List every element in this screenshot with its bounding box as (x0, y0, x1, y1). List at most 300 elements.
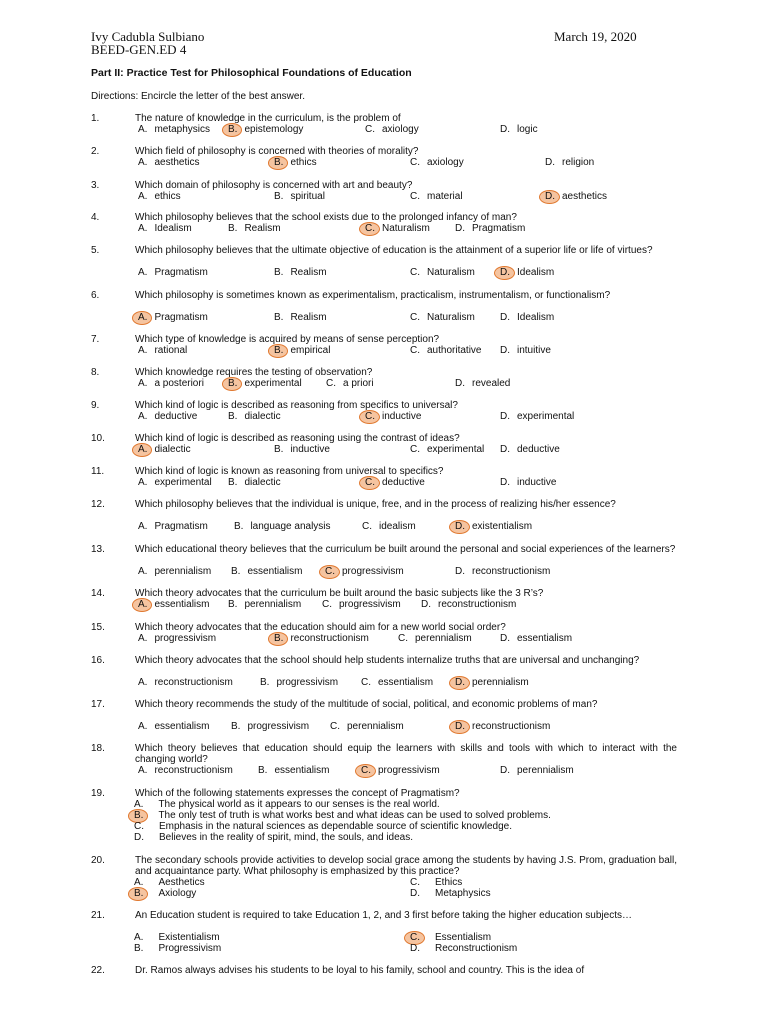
option-text: inductive (382, 411, 422, 422)
option-text: reconstructionism (154, 677, 233, 688)
answer-option[interactable] (135, 765, 233, 776)
option-text: ethics (154, 191, 181, 202)
option-letter-text: D. (545, 157, 555, 168)
option-letter[interactable] (225, 223, 240, 234)
option-letter[interactable] (452, 378, 468, 389)
answer-option[interactable] (135, 312, 208, 323)
option-letter-text: A. (138, 765, 148, 776)
option-letter-text: C. (326, 378, 336, 389)
option-text: empirical (290, 345, 331, 356)
option-letter[interactable] (452, 223, 468, 234)
option-letter[interactable] (407, 345, 423, 356)
question-item (91, 855, 677, 900)
option-text: spiritual (290, 191, 325, 202)
option-text: Reconstructionism (435, 943, 518, 954)
option-letter[interactable] (135, 521, 150, 532)
answer-option[interactable] (135, 599, 209, 610)
option-letter[interactable] (135, 191, 150, 202)
answer-option[interactable] (225, 477, 281, 488)
option-text: axiology (382, 124, 419, 135)
option-text: aesthetics (562, 191, 608, 202)
option-letter-text: C. (365, 477, 375, 488)
answer-option[interactable] (497, 345, 551, 356)
answer-option[interactable] (135, 444, 191, 455)
option-text: deductive (382, 477, 425, 488)
option-text: Aesthetics (158, 877, 205, 888)
option-letter[interactable] (135, 345, 150, 356)
answer-option[interactable] (362, 477, 425, 488)
answer-option[interactable] (497, 444, 560, 455)
option-letter[interactable] (135, 677, 150, 688)
option-letter[interactable] (418, 599, 434, 610)
question-number: 14. (91, 588, 105, 599)
option-letter-text: D. (500, 124, 510, 135)
option-letter[interactable] (228, 566, 243, 577)
option-text: perennialism (154, 566, 212, 577)
option-letter-text: A. (138, 411, 148, 422)
answer-option[interactable] (497, 124, 538, 135)
option-letter[interactable] (135, 721, 150, 732)
answer-option[interactable] (135, 721, 209, 732)
option-letter[interactable] (135, 633, 150, 644)
option-letter-text: C. (410, 157, 420, 168)
answer-option[interactable] (225, 599, 301, 610)
option-letter[interactable] (225, 477, 240, 488)
answer-option[interactable] (131, 932, 220, 943)
option-letter-text: A. (138, 477, 148, 488)
option-text: language analysis (250, 521, 331, 532)
option-text: intuitive (517, 345, 551, 356)
answer-option[interactable] (407, 877, 462, 888)
selected-answer-letter[interactable] (135, 444, 150, 455)
option-text: reconstructionism (472, 566, 551, 577)
option-text: essentialism (154, 721, 210, 732)
selected-answer-letter[interactable] (452, 521, 468, 532)
option-letter[interactable] (135, 765, 150, 776)
question-text: Which philosophy believes that the individual is unique, free, and in the process of realizing his/her essence? (135, 499, 616, 510)
option-letter-text: B. (274, 157, 284, 168)
answer-option[interactable] (135, 345, 187, 356)
option-text: experimental (154, 477, 212, 488)
answer-option[interactable] (358, 677, 433, 688)
option-letter[interactable] (452, 566, 468, 577)
selected-answer-letter[interactable] (362, 411, 378, 422)
option-letter-text: C. (330, 721, 340, 732)
question-number: 20. (91, 855, 105, 866)
option-text: experimental (517, 411, 575, 422)
option-letter-text: B. (134, 943, 144, 954)
option-text: authoritative (427, 345, 482, 356)
answer-option[interactable] (497, 765, 574, 776)
answer-option[interactable] (225, 411, 281, 422)
selected-answer-letter[interactable] (131, 810, 146, 821)
selected-answer-letter[interactable] (135, 599, 150, 610)
option-letter-text: B. (228, 411, 238, 422)
option-text: logic (517, 124, 538, 135)
selected-answer-letter[interactable] (358, 765, 374, 776)
option-text: ethics (290, 157, 317, 168)
question-text: The secondary schools provide activities to develop social grace among the students by having J.S. Prom, graduation ball, and acquaintance party. What philosophy is emphasized by this practice? (135, 855, 677, 877)
option-letter-text: C. (410, 877, 420, 888)
option-text: progressivism (276, 677, 339, 688)
option-letter[interactable] (255, 765, 270, 776)
answer-option[interactable] (271, 444, 330, 455)
answer-option[interactable] (407, 191, 463, 202)
option-text: aesthetics (154, 157, 200, 168)
answer-option[interactable] (395, 633, 472, 644)
answer-option[interactable] (135, 633, 216, 644)
answer-option[interactable] (497, 312, 554, 323)
question-item (91, 699, 677, 744)
selected-answer-letter[interactable] (542, 191, 558, 202)
answer-option[interactable] (271, 267, 327, 278)
answer-option[interactable] (407, 943, 517, 954)
option-letter-text: D. (455, 378, 465, 389)
option-letter-text: D. (455, 223, 465, 234)
question-text: Which philosophy believes that the ultimate objective of education is the attainment of a superior life or life of virtues? (135, 245, 653, 256)
answer-option[interactable] (131, 877, 205, 888)
question-number: 1. (91, 113, 100, 124)
question-number: 9. (91, 400, 100, 411)
option-letter[interactable] (323, 378, 339, 389)
answer-option[interactable] (418, 599, 516, 610)
answer-option[interactable] (327, 721, 404, 732)
answer-option[interactable] (319, 599, 401, 610)
option-letter[interactable] (497, 312, 513, 323)
option-letter-text: A. (138, 633, 148, 644)
option-letter[interactable] (407, 888, 423, 899)
option-letter[interactable] (135, 566, 150, 577)
option-letter[interactable] (225, 599, 240, 610)
option-letter[interactable] (131, 932, 146, 943)
question-text: Which theory believes that education should equip the learners with skills and tools with which to interact with the changing world? (135, 743, 677, 765)
option-letter-text: A. (138, 521, 148, 532)
selected-answer-letter[interactable] (271, 633, 286, 644)
option-text: essentialism (378, 677, 434, 688)
answer-option[interactable] (542, 157, 594, 168)
selected-answer-letter[interactable] (135, 312, 150, 323)
option-text: Pragmatism (472, 223, 526, 234)
selected-answer-letter[interactable] (407, 932, 423, 943)
option-text: deductive (154, 411, 198, 422)
option-text: progressivism (339, 599, 401, 610)
answer-option[interactable] (452, 223, 525, 234)
answer-option[interactable] (407, 312, 475, 323)
selected-answer-letter[interactable] (497, 267, 513, 278)
answer-option[interactable] (407, 267, 475, 278)
option-text: revealed (472, 378, 511, 389)
option-text: progressivism (378, 765, 440, 776)
option-letter[interactable] (497, 444, 513, 455)
answer-option[interactable] (452, 521, 532, 532)
option-text: Believes in the reality of spirit, mind, the souls, and ideas. (159, 832, 414, 843)
option-text: dialectic (244, 411, 281, 422)
answer-option[interactable] (497, 477, 556, 488)
option-text: epistemology (244, 124, 304, 135)
option-text: Idealism (517, 267, 555, 278)
option-text: existentialism (472, 521, 533, 532)
option-letter-text: B. (274, 267, 284, 278)
selected-answer-letter[interactable] (322, 566, 338, 577)
option-letter-text: A. (138, 721, 148, 732)
option-letter[interactable] (497, 477, 513, 488)
question-number: 4. (91, 212, 100, 223)
answer-option[interactable] (228, 721, 309, 732)
option-text: experimental (244, 378, 302, 389)
option-letter-text: D. (500, 345, 510, 356)
option-letter[interactable] (131, 821, 147, 832)
option-letter[interactable] (362, 124, 378, 135)
answer-option[interactable] (497, 633, 572, 644)
question-text: Which kind of logic is described as reasoning using the contrast of ideas? (135, 433, 460, 444)
option-letter[interactable] (271, 267, 286, 278)
option-letter[interactable] (497, 765, 513, 776)
answer-option[interactable] (135, 267, 208, 278)
answer-option[interactable] (452, 721, 550, 732)
option-text: progressivism (247, 721, 310, 732)
option-text: a posteriori (154, 378, 204, 389)
student-name: Ivy Cadubla Sulbiano (91, 29, 205, 44)
answer-option[interactable] (271, 345, 330, 356)
option-text: Metaphysics (435, 888, 491, 899)
question-item (91, 655, 677, 700)
option-text: The only test of truth is what works best and what ideas can be used to solved problems. (158, 810, 551, 821)
answer-option[interactable] (135, 191, 181, 202)
answer-option[interactable] (135, 677, 233, 688)
option-text: Pragmatism (154, 521, 208, 532)
option-letter[interactable] (228, 721, 243, 732)
option-letter-text: A. (138, 378, 148, 389)
answer-option[interactable] (359, 521, 416, 532)
option-letter[interactable] (271, 444, 286, 455)
option-letter-text: B. (274, 345, 284, 356)
selected-answer-letter[interactable] (452, 677, 468, 688)
option-letter-text: C. (410, 932, 420, 943)
option-text: axiology (427, 157, 464, 168)
option-letter-text: B. (228, 477, 238, 488)
option-letter[interactable] (497, 411, 513, 422)
answer-option[interactable] (497, 267, 554, 278)
answer-option[interactable] (131, 821, 512, 832)
answer-option[interactable] (228, 566, 302, 577)
option-letter-text: B. (134, 810, 144, 821)
option-text: inductive (517, 477, 557, 488)
answer-option[interactable] (225, 223, 281, 234)
answer-option[interactable] (362, 124, 419, 135)
option-text: Realism (244, 223, 281, 234)
answer-option[interactable] (452, 566, 550, 577)
option-letter-text: D. (500, 312, 510, 323)
selected-answer-letter[interactable] (362, 223, 378, 234)
option-letter-text: B. (228, 599, 238, 610)
question-number: 15. (91, 622, 105, 633)
option-letter-text: C. (322, 599, 332, 610)
answer-option[interactable] (362, 411, 421, 422)
answer-option[interactable] (131, 943, 221, 954)
option-letter[interactable] (407, 267, 423, 278)
option-letter[interactable] (497, 345, 513, 356)
answer-option[interactable] (225, 124, 303, 135)
option-text: perennialism (244, 599, 302, 610)
question-number: 11. (91, 466, 105, 477)
answer-option[interactable] (407, 157, 464, 168)
option-letter-text: D. (455, 721, 465, 732)
answer-option[interactable] (131, 888, 196, 899)
option-letter[interactable] (135, 378, 150, 389)
option-letter[interactable] (497, 124, 513, 135)
option-letter-text: C. (134, 821, 144, 832)
option-text: Pragmatism (154, 267, 208, 278)
option-letter-text: D. (410, 888, 420, 899)
option-letter[interactable] (407, 157, 423, 168)
answer-option[interactable] (407, 444, 484, 455)
option-letter[interactable] (359, 521, 375, 532)
answer-option[interactable] (271, 633, 369, 644)
option-text: Naturalism (427, 312, 475, 323)
answer-option[interactable] (131, 799, 440, 810)
option-letter-text: B. (234, 521, 244, 532)
option-letter-text: B. (274, 312, 284, 323)
option-text: inductive (290, 444, 330, 455)
selected-answer-letter[interactable] (452, 721, 468, 732)
selected-answer-letter[interactable] (131, 888, 146, 899)
option-letter[interactable] (327, 721, 343, 732)
option-letter-text: C. (362, 521, 372, 532)
answer-option[interactable] (452, 378, 510, 389)
answer-option[interactable] (542, 191, 607, 202)
answer-option[interactable] (407, 932, 491, 943)
option-letter-text: D. (500, 765, 510, 776)
answer-option[interactable] (135, 477, 212, 488)
option-letter[interactable] (271, 312, 286, 323)
option-letter[interactable] (407, 444, 423, 455)
option-letter[interactable] (271, 191, 286, 202)
option-letter[interactable] (358, 677, 374, 688)
option-letter-text: A. (134, 932, 144, 943)
option-letter[interactable] (395, 633, 411, 644)
question-number: 16. (91, 655, 105, 666)
option-letter-text: C. (365, 411, 375, 422)
option-letter[interactable] (407, 877, 423, 888)
question-text: Which theory advocates that the education should aim for a new world social order? (135, 622, 506, 633)
option-letter-text: C. (365, 124, 375, 135)
option-letter-text: A. (138, 223, 148, 234)
option-letter[interactable] (231, 521, 246, 532)
option-letter[interactable] (407, 312, 423, 323)
option-text: rational (154, 345, 188, 356)
answer-option[interactable] (271, 157, 317, 168)
option-letter[interactable] (135, 157, 150, 168)
option-letter-text: A. (138, 157, 148, 168)
option-text: reconstructionism (438, 599, 517, 610)
answer-option[interactable] (323, 378, 374, 389)
answer-option[interactable] (497, 411, 574, 422)
option-letter[interactable] (542, 157, 558, 168)
option-letter[interactable] (131, 832, 147, 843)
answer-option[interactable] (271, 312, 327, 323)
option-letter[interactable] (135, 223, 150, 234)
date-label: March 19, 2020 (554, 29, 637, 44)
option-letter[interactable] (135, 267, 150, 278)
selected-answer-letter[interactable] (271, 157, 286, 168)
answer-option[interactable] (271, 191, 325, 202)
option-text: material (427, 191, 463, 202)
selected-answer-letter[interactable] (225, 378, 240, 389)
option-text: The physical world as it appears to our senses is the real world. (158, 799, 440, 810)
answer-option[interactable] (452, 677, 529, 688)
answer-option[interactable] (407, 888, 491, 899)
directions-text: Directions: Encircle the letter of the best answer. (91, 91, 305, 102)
option-letter[interactable] (135, 124, 150, 135)
answer-option[interactable] (225, 378, 302, 389)
option-letter-text: B. (231, 721, 241, 732)
option-letter[interactable] (319, 599, 335, 610)
option-letter[interactable] (407, 943, 423, 954)
option-letter-text: D. (455, 566, 465, 577)
option-letter[interactable] (407, 191, 423, 202)
question-number: 10. (91, 433, 105, 444)
answer-option[interactable] (135, 223, 192, 234)
option-letter[interactable] (135, 411, 150, 422)
answer-option[interactable] (131, 832, 413, 843)
option-text: Idealism (517, 312, 555, 323)
answer-option[interactable] (135, 124, 210, 135)
option-letter-text: D. (500, 444, 510, 455)
option-letter-text: C. (325, 566, 335, 577)
answer-option[interactable] (135, 157, 199, 168)
option-text: perennialism (415, 633, 472, 644)
option-text: Realism (290, 267, 327, 278)
option-text: Existentialism (158, 932, 220, 943)
option-letter-text: A. (138, 312, 148, 323)
selected-answer-letter[interactable] (225, 124, 240, 135)
option-letter-text: A. (138, 566, 148, 577)
option-letter-text: C. (361, 677, 371, 688)
question-text: Which theory advocates that the curriculum be built around the basic subjects like the 3 R’s? (135, 588, 544, 599)
answer-option[interactable] (257, 677, 338, 688)
answer-option[interactable] (131, 810, 551, 821)
answer-option[interactable] (407, 345, 481, 356)
selected-answer-letter[interactable] (362, 477, 378, 488)
option-letter[interactable] (257, 677, 272, 688)
option-text: Emphasis in the natural sciences as dependable source of scientific knowledge. (159, 821, 512, 832)
option-text: idealism (379, 521, 416, 532)
answer-option[interactable] (322, 566, 404, 577)
option-letter[interactable] (135, 477, 150, 488)
option-text: Naturalism (427, 267, 475, 278)
option-letter[interactable] (225, 411, 240, 422)
answer-option[interactable] (135, 378, 204, 389)
question-item (91, 788, 677, 843)
answer-option[interactable] (255, 765, 329, 776)
option-letter[interactable] (497, 633, 513, 644)
question-number: 19. (91, 788, 105, 799)
answer-option[interactable] (135, 521, 208, 532)
option-letter-text: B. (274, 444, 284, 455)
answer-option[interactable] (135, 566, 211, 577)
answer-option[interactable] (358, 765, 440, 776)
option-text: progressivism (154, 633, 217, 644)
answer-option[interactable] (362, 223, 430, 234)
option-letter-text: B. (274, 191, 284, 202)
option-text: essentialism (517, 633, 573, 644)
selected-answer-letter[interactable] (271, 345, 286, 356)
answer-option[interactable] (135, 411, 197, 422)
option-letter-text: B. (228, 378, 238, 389)
option-letter-text: A. (138, 124, 148, 135)
option-letter[interactable] (131, 943, 146, 954)
answer-option[interactable] (231, 521, 331, 532)
